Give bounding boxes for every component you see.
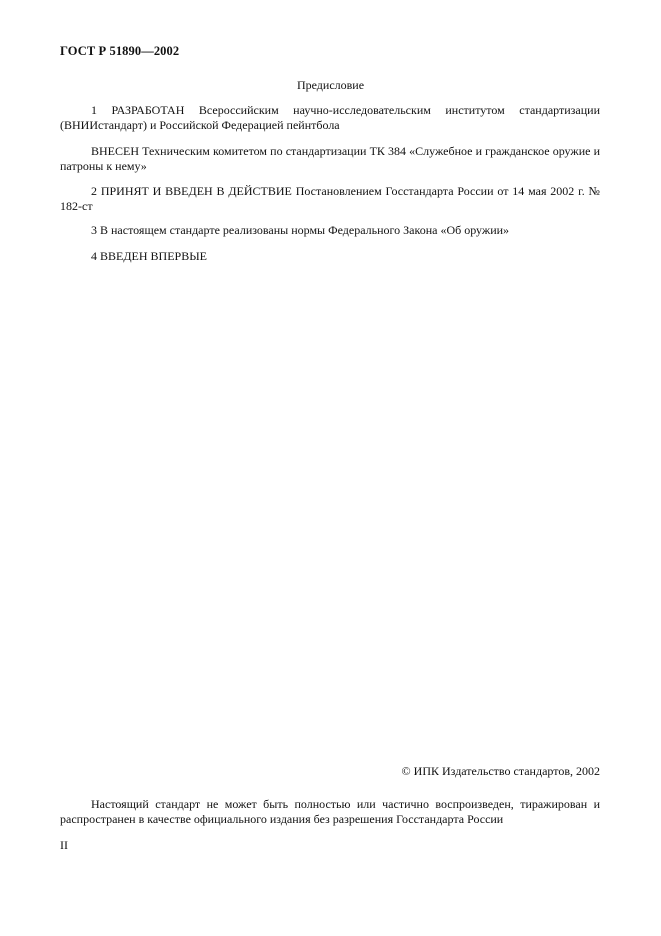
paragraph-implemented: 3 В настоящем стандарте реализованы нормы Федерального Закона «Об оружии» <box>91 223 510 237</box>
paragraph-submitted: ВНЕСЕН Техническим комитетом по стандартизации ТК 384 «Служебное и гражданское оружие и патроны к нему» <box>60 144 600 173</box>
section-title: Предисловие <box>296 78 365 92</box>
paragraph-developed: 1 РАЗРАБОТАН Всероссийским научно-исследовательским институтом стандартизации (ВНИИстандарт) и Российской Федерацией пейнтбола <box>60 103 600 132</box>
reproduction-notice: Настоящий стандарт не может быть полностью или частично воспроизведен, тиражирован и распространен в качестве официального издания без разрешения Госстандарта России <box>60 797 600 826</box>
paragraph-adopted: 2 ПРИНЯТ И ВВЕДЕН В ДЕЙСТВИЕ Постановлением Госстандарта России от 14 мая 2002 г. № 182-ст <box>60 184 600 213</box>
page-number: II <box>60 838 68 852</box>
copyright-line: © ИПК Издательство стандартов, 2002 <box>401 764 600 778</box>
paragraph-introduced: 4 ВВЕДЕН ВПЕРВЫЕ <box>91 249 207 263</box>
document-header: ГОСТ Р 51890—2002 <box>60 44 180 58</box>
